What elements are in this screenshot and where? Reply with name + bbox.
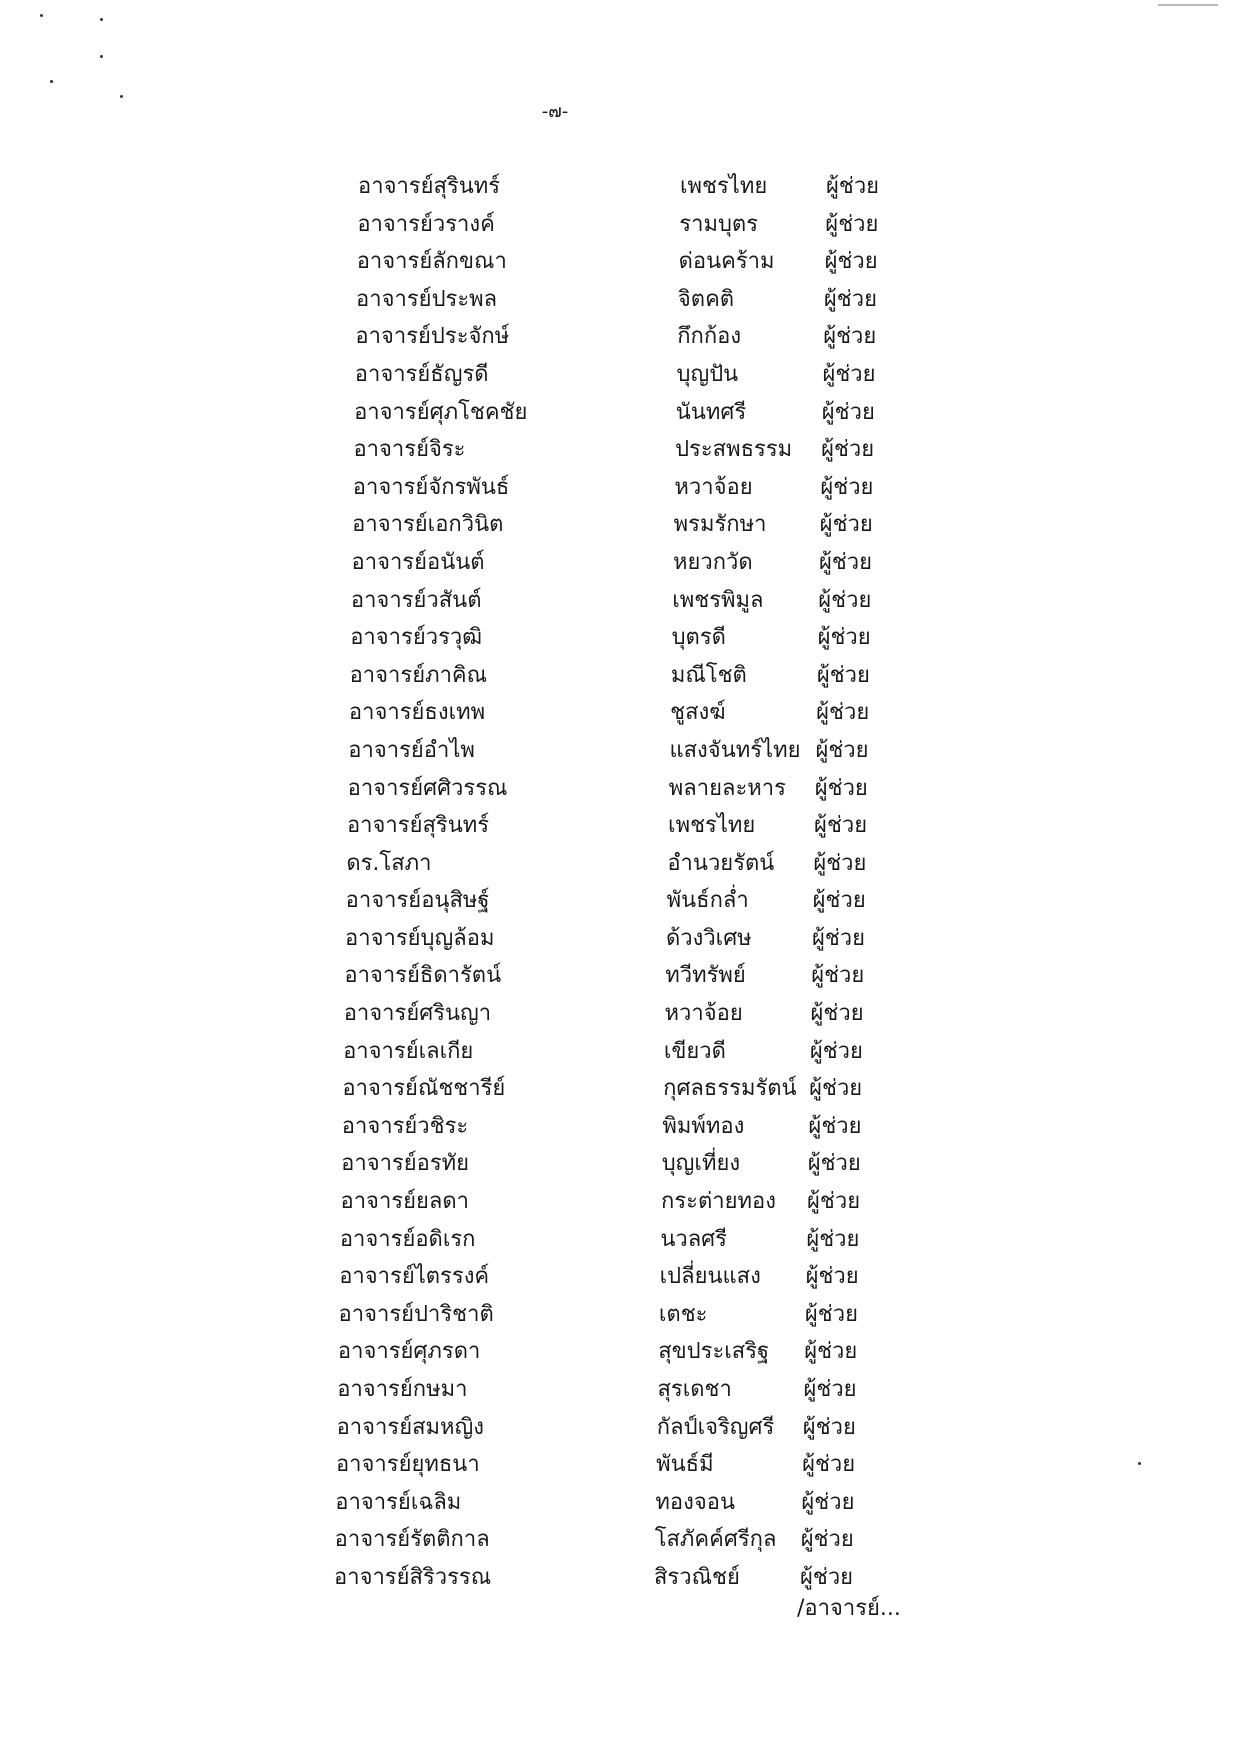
person-last-name: ชูสงฆ์: [670, 700, 726, 726]
list-item: [0, 1484, 1238, 1522]
person-last-name: เพชรไทย: [668, 813, 756, 839]
person-role: ผู้ช่วย: [815, 737, 869, 763]
person-role: ผู้ช่วย: [809, 1076, 863, 1102]
person-last-name: บุตรดี: [671, 625, 726, 651]
person-first-name: อาจารย์สุรินทร์: [346, 813, 490, 839]
person-first-name: อาจารย์ภาคิณ: [349, 662, 488, 688]
person-first-name: อาจารย์กษมา: [337, 1377, 468, 1402]
person-first-name: อาจารย์ศศิวรรณ: [347, 775, 508, 801]
scan-mark: [1158, 4, 1218, 6]
person-last-name: กระต่ายทอง: [661, 1189, 776, 1215]
list-item: [0, 770, 1238, 808]
name-list: [0, 168, 1238, 1597]
person-role: ผู้ช่วย: [801, 1489, 855, 1515]
person-first-name: อาจารย์ไตรรงค์: [339, 1264, 490, 1290]
person-first-name: อาจารย์ศรินญา: [343, 1001, 492, 1027]
list-item: [0, 168, 1238, 206]
person-role: ผู้ช่วย: [819, 512, 873, 538]
person-first-name: อาจารย์ยลดา: [340, 1189, 470, 1215]
list-item: [0, 1070, 1238, 1108]
person-last-name: ด่อนคร้าม: [678, 249, 775, 275]
person-last-name: ทวีทรัพย์: [665, 963, 746, 989]
person-role: ผู้ช่วย: [824, 249, 878, 275]
person-last-name: สิรวณิชย์: [654, 1564, 740, 1590]
person-first-name: อาจารย์อดิเรก: [339, 1226, 476, 1252]
person-role: ผู้ช่วย: [823, 286, 877, 312]
person-role: ผู้ช่วย: [818, 549, 873, 575]
person-first-name: อาจารย์ธงเทพ: [348, 700, 486, 726]
person-role: ผู้ช่วย: [814, 775, 868, 801]
person-role: ผู้ช่วย: [811, 963, 865, 989]
list-item: [0, 1409, 1238, 1447]
list-item: [0, 619, 1238, 657]
person-role: ผู้ช่วย: [816, 700, 870, 726]
list-item: [0, 882, 1238, 920]
scan-speck: [100, 18, 103, 21]
person-role: ผู้ช่วย: [802, 1414, 856, 1440]
person-first-name: อาจารย์อนันต์: [351, 549, 485, 575]
person-role: ผู้ช่วย: [816, 662, 870, 688]
person-last-name: โสภัคค์ศรีกุล: [654, 1527, 777, 1553]
continuation-note: /อาจารย์...: [797, 1596, 901, 1621]
person-first-name: อาจารย์ลักขณา: [356, 249, 507, 275]
person-last-name: มณีโชติ: [670, 662, 747, 688]
list-item: [0, 1446, 1238, 1484]
person-last-name: เพชรพิมูล: [672, 587, 764, 613]
person-first-name: อาจารย์อนุสิษฐ์: [345, 888, 490, 914]
person-last-name: เตชะ: [658, 1301, 708, 1327]
person-last-name: หวาจ้อย: [674, 474, 753, 500]
person-role: ผู้ช่วย: [820, 474, 874, 500]
page-number: -๗-: [541, 101, 569, 122]
list-item: [0, 1333, 1238, 1371]
person-role: ผู้ช่วย: [804, 1301, 858, 1327]
list-item: [0, 1258, 1238, 1296]
list-item: [0, 1296, 1238, 1334]
person-last-name: รามบุตร: [679, 211, 759, 237]
person-first-name: อาจารย์เอกวินิต: [352, 512, 504, 538]
list-item: [0, 1183, 1238, 1221]
person-role: ผู้ช่วย: [813, 850, 867, 876]
person-first-name: ดร.โสภา: [346, 850, 432, 876]
list-item: [0, 1521, 1238, 1559]
person-last-name: กัลป์เจริญศรี: [656, 1414, 775, 1440]
person-role: ผู้ช่วย: [810, 1001, 864, 1027]
person-first-name: อาจารย์ศุภรดา: [337, 1339, 481, 1365]
person-first-name: อาจารย์เลเกีย: [343, 1038, 474, 1064]
list-item: [0, 1221, 1238, 1259]
person-role: ผู้ช่วย: [802, 1452, 856, 1478]
list-item: [0, 694, 1238, 732]
person-last-name: สุขประเสริฐ: [658, 1339, 770, 1365]
person-first-name: อาจารย์รัตติกาล: [334, 1527, 490, 1553]
person-first-name: อาจารย์วสันต์: [350, 587, 482, 613]
person-role: ผู้ช่วย: [804, 1339, 858, 1365]
person-first-name: อาจารย์จักรพันธ์: [352, 474, 510, 500]
person-role: ผู้ช่วย: [821, 437, 875, 463]
scan-speck: [40, 14, 43, 17]
person-first-name: อาจารย์วชิระ: [341, 1113, 469, 1139]
person-first-name: อาจารย์จิระ: [353, 437, 466, 463]
list-item: [0, 1108, 1238, 1146]
list-item: [0, 356, 1238, 394]
person-first-name: อาจารย์ประพล: [356, 286, 498, 312]
person-last-name: พลายละหาร: [668, 775, 786, 801]
list-item: [0, 206, 1238, 244]
person-last-name: หยวกวัด: [672, 549, 753, 575]
person-last-name: เปลี่ยนแสง: [659, 1264, 761, 1290]
person-last-name: บุญปัน: [676, 361, 739, 387]
person-last-name: นวลศรี: [660, 1226, 727, 1252]
person-last-name: จิตคติ: [677, 286, 735, 312]
person-role: ผู้ช่วย: [814, 813, 868, 839]
person-role: ผู้ช่วย: [823, 324, 877, 350]
list-item: [0, 732, 1238, 770]
list-item: [0, 807, 1238, 845]
list-item: [0, 995, 1238, 1033]
person-role: ผู้ช่วย: [812, 888, 866, 914]
person-last-name: หวาจ้อย: [664, 1001, 743, 1027]
person-first-name: อาจารย์ศุภโชคชัย: [354, 399, 528, 425]
person-first-name: อาจารย์วรางค์: [357, 211, 495, 237]
person-role: ผู้ช่วย: [800, 1564, 854, 1590]
list-item: [0, 1559, 1238, 1597]
list-item: [0, 506, 1238, 544]
person-first-name: อาจารย์สุรินทร์: [358, 174, 501, 199]
person-last-name: สุรเดชา: [657, 1377, 732, 1402]
person-role: ผู้ช่วย: [811, 925, 866, 951]
person-role: ผู้ช่วย: [803, 1377, 857, 1402]
person-last-name: แสงจันทร์ไทย: [669, 737, 801, 763]
person-last-name: ประสพธรรม: [675, 437, 793, 463]
person-role: ผู้ช่วย: [826, 174, 880, 199]
person-first-name: อาจารย์อรทัย: [341, 1151, 470, 1177]
person-role: ผู้ช่วย: [807, 1151, 861, 1177]
person-first-name: อาจารย์ณัชชารีย์: [342, 1076, 506, 1102]
person-last-name: กุศลธรรมรัตน์: [663, 1076, 797, 1102]
list-item: [0, 544, 1238, 582]
person-role: ผู้ช่วย: [825, 211, 879, 237]
list-item: [0, 243, 1238, 281]
person-role: ผู้ช่วย: [817, 625, 871, 651]
person-first-name: อาจารย์วรวุฒิ: [350, 625, 483, 651]
person-first-name: อาจารย์สมหญิง: [336, 1414, 485, 1440]
person-first-name: อาจารย์ธิดารัตน์: [344, 963, 502, 989]
person-role: ผู้ช่วย: [822, 361, 876, 387]
list-item: [0, 1033, 1238, 1071]
person-first-name: อาจารย์ธัญรดี: [354, 361, 489, 387]
list-item: [0, 318, 1238, 356]
person-first-name: อาจารย์ยุทธนา: [335, 1452, 480, 1478]
list-item: [0, 394, 1238, 432]
list-item: [0, 431, 1238, 469]
person-role: ผู้ช่วย: [805, 1264, 859, 1290]
person-last-name: พันธ์มี: [656, 1452, 714, 1478]
person-role: ผู้ช่วย: [821, 399, 875, 425]
person-first-name: อาจารย์สิริวรรณ: [334, 1564, 492, 1590]
person-last-name: อำนวยรัตน์: [667, 850, 775, 876]
person-last-name: บุญเที่ยง: [661, 1151, 741, 1177]
person-role: ผู้ช่วย: [808, 1113, 862, 1139]
person-last-name: พรมรักษา: [673, 512, 767, 538]
person-last-name: ด้วงวิเศษ: [665, 925, 752, 951]
person-last-name: เขียวดี: [663, 1038, 726, 1064]
list-item: [0, 657, 1238, 695]
person-first-name: อาจารย์ปาริชาติ: [338, 1301, 494, 1327]
person-last-name: กึกก้อง: [677, 324, 742, 350]
person-role: ผู้ช่วย: [809, 1038, 863, 1064]
person-first-name: อาจารย์เฉลิม: [335, 1489, 462, 1515]
person-first-name: อาจารย์บุญล้อม: [345, 925, 495, 951]
list-item: [0, 1371, 1238, 1409]
list-item: [0, 1145, 1238, 1183]
person-last-name: พันธ์กล่ำ: [666, 888, 749, 914]
person-last-name: เพชรไทย: [680, 174, 768, 199]
list-item: [0, 845, 1238, 883]
list-item: [0, 920, 1238, 958]
person-role: ผู้ช่วย: [807, 1189, 861, 1215]
person-role: ผู้ช่วย: [800, 1527, 854, 1553]
list-item: [0, 957, 1238, 995]
scan-speck: [50, 80, 53, 83]
person-role: ผู้ช่วย: [818, 587, 872, 613]
person-last-name: ทองจอน: [655, 1489, 735, 1515]
list-item: [0, 582, 1238, 620]
list-item: [0, 281, 1238, 319]
scan-speck: [100, 55, 103, 58]
person-role: ผู้ช่วย: [806, 1226, 860, 1252]
person-first-name: อาจารย์ประจักษ์: [355, 324, 510, 350]
list-item: [0, 469, 1238, 507]
person-last-name: นันทศรี: [675, 399, 747, 425]
person-first-name: อาจารย์อำไพ: [348, 737, 475, 763]
person-last-name: พิมพ์ทอง: [662, 1113, 745, 1139]
